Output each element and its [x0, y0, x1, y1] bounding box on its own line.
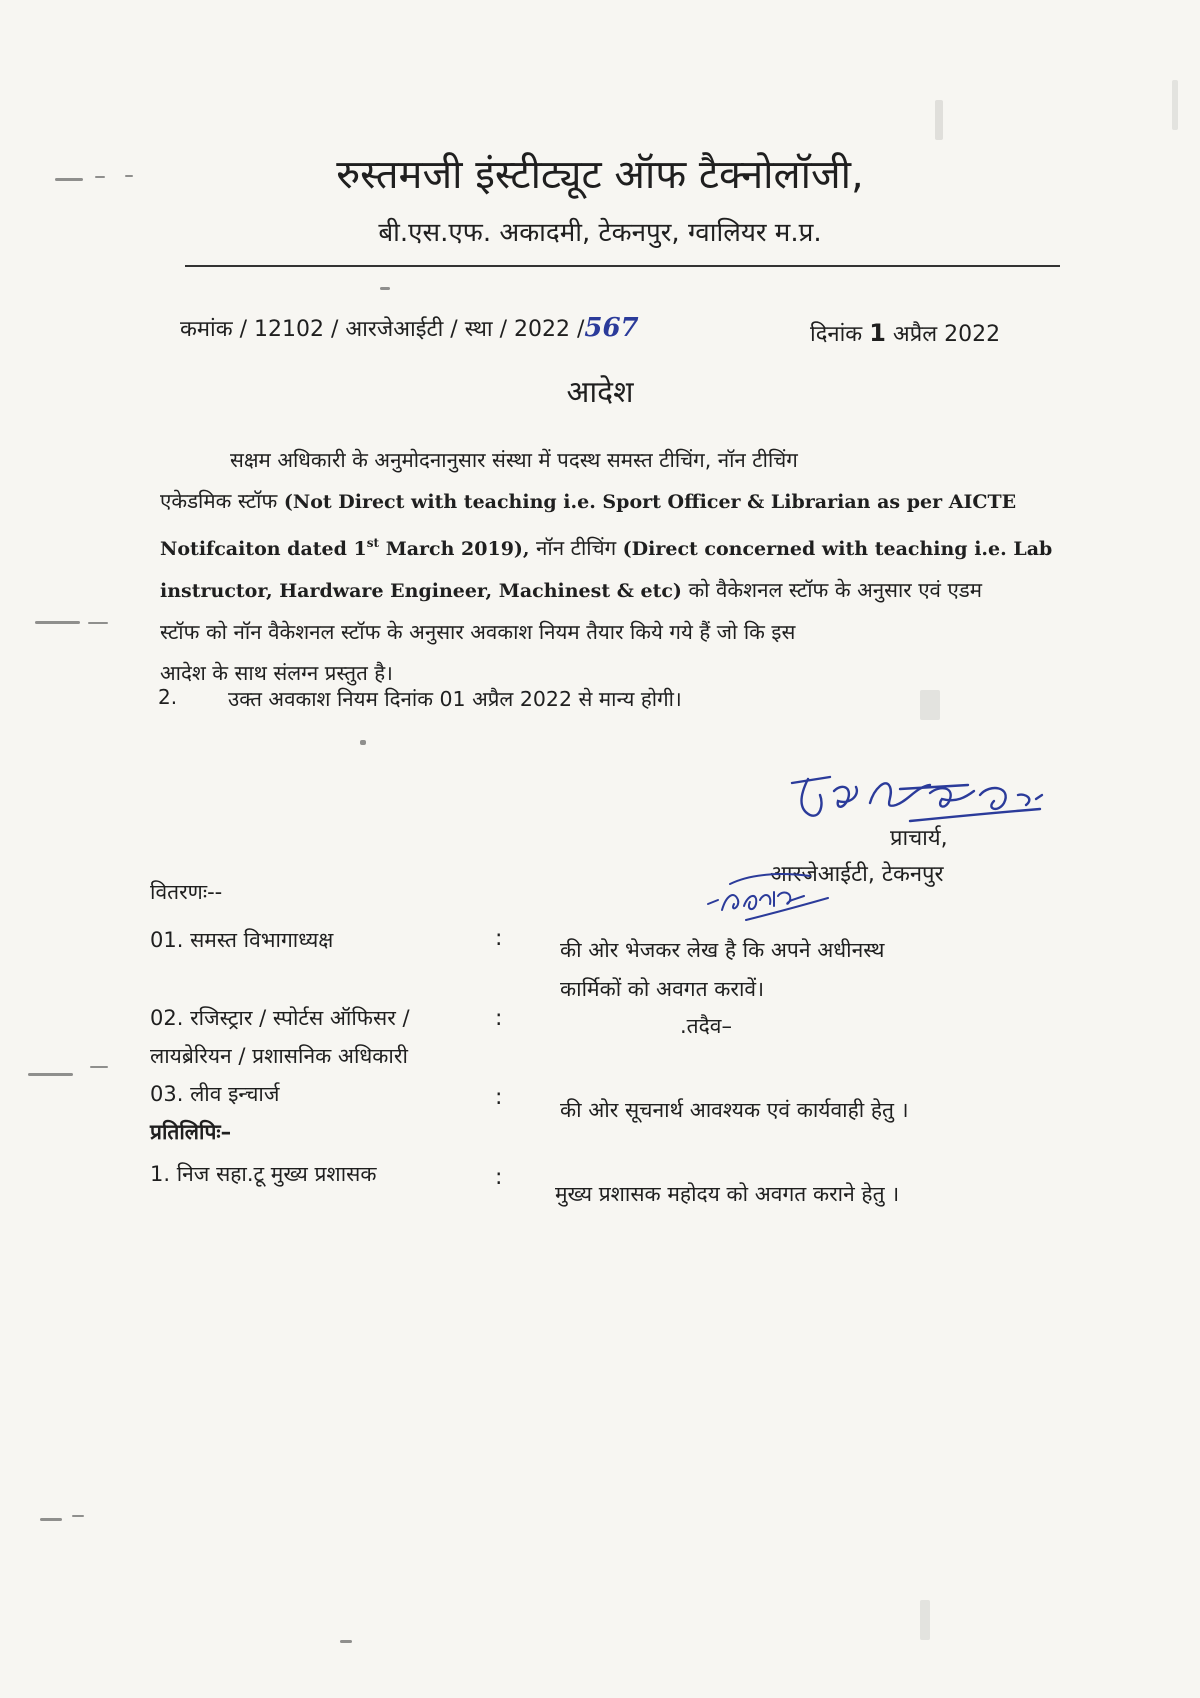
scan-speck: [35, 621, 80, 624]
date-month-year: अप्रैल 2022: [892, 322, 1001, 347]
header-divider: [185, 265, 1060, 267]
colon-separator: :: [495, 926, 503, 951]
institute-address: बी.एस.एफ. अकादमी, टेकनपुर, ग्वालियर म.प्र.: [378, 218, 822, 248]
scan-speck: [88, 622, 108, 624]
scan-speck: [1172, 80, 1178, 130]
copy-to-heading: प्रतिलिपिः–: [150, 1120, 232, 1144]
reference-number-handwritten: 567: [584, 313, 639, 343]
scan-speck: [40, 1518, 62, 1521]
distribution-heading: वितरणः--: [150, 880, 223, 904]
paragraph-line: स्टॉफ को नॉन वैकेशनल स्टॉफ के अनुसार अवकाश नियम तैयार किये गये हैं जो कि इस: [160, 619, 796, 644]
scan-speck: [72, 1515, 84, 1517]
distribution-recipient-2-line1: 02. रजिस्ट्रार / स्पोर्टस ऑफिसर /: [150, 1006, 410, 1030]
paragraph-2-number: 2.: [158, 685, 178, 709]
copy-to-recipient-1: 1. निज सहा.टू मुख्य प्रशासक: [150, 1162, 377, 1186]
distribution-purpose-1-line1: की ओर भेजकर लेख है कि अपने अधीनस्थ: [560, 938, 885, 962]
text-english: (Direct concerned with teaching i.e. Lab: [622, 537, 1053, 560]
scan-speck: [920, 690, 940, 720]
scan-speck: [360, 740, 366, 745]
signatory-organization: आरजेआईटी, टेकनपुर: [770, 862, 944, 887]
text-hindi: नॉन टीचिंग: [529, 535, 623, 560]
scan-speck: [380, 287, 390, 290]
distribution-recipient-3: 03. लीव इन्चार्ज: [150, 1082, 280, 1106]
date-day: 1: [869, 319, 886, 347]
order-title: आदेश: [566, 375, 634, 410]
text-english: (Not Direct with teaching i.e. Sport Officer & Librarian as per AICTE: [283, 491, 1017, 513]
copy-to-purpose-1: मुख्य प्रशासक महोदय को अवगत कराने हेतु ।: [555, 1182, 900, 1206]
text-hindi: को वैकेशनल स्टॉफ के अनुसार एवं एडम: [681, 577, 983, 602]
scan-speck: [920, 1600, 930, 1640]
signatory-title: प्राचार्य,: [890, 826, 948, 851]
order-date: [810, 318, 1000, 348]
colon-separator: :: [495, 1006, 503, 1031]
paragraph-line: [160, 481, 1070, 523]
reference-number-prefix: कमांक / 12102 / आरजेआईटी / स्था / 2022 /: [180, 317, 585, 342]
paragraph-line: आदेश के साथ संलग्न प्रस्तुत है।: [160, 660, 393, 685]
date-label: दिनांक: [810, 322, 863, 347]
order-paragraph-2: उक्त अवकाश नियम दिनांक 01 अप्रैल 2022 से मान्य होगी।: [228, 687, 682, 711]
reference-number: [180, 313, 639, 343]
scan-speck: [935, 100, 943, 140]
distribution-purpose-1-line2: कार्मिकों को अवगत करावें।: [560, 977, 765, 1001]
scan-speck: [90, 1066, 108, 1068]
text-english: Notifcaiton dated 1: [160, 537, 367, 560]
scan-speck: [340, 1640, 352, 1643]
paragraph-line: सक्षम अधिकारी के अनुमोदनानुसार संस्था में पदस्थ समस्त टीचिंग, नॉन टीचिंग: [230, 448, 798, 472]
order-paragraph-1: [160, 440, 1070, 694]
text-english: March 2019),: [379, 537, 530, 560]
text-english: instructor, Hardware Engineer, Machinest & etc): [160, 579, 682, 602]
distribution-purpose-2: .तदैव–: [680, 1014, 732, 1038]
distribution-recipient-1: 01. समस्त विभागाध्यक्ष: [150, 928, 334, 952]
paragraph-line: [160, 523, 1070, 570]
colon-separator: :: [495, 1085, 503, 1110]
distribution-recipient-2-line2: लायब्रेरियन / प्रशासनिक अधिकारी: [150, 1044, 408, 1068]
text-hindi: एकेडमिक स्टॉफ: [160, 489, 278, 513]
paragraph-line: [160, 570, 1070, 612]
institute-name: रुस्तमजी इंस्टीट्यूट ऑफ टैक्नोलॉजी,: [336, 152, 864, 198]
distribution-purpose-3: की ओर सूचनार्थ आवश्यक एवं कार्यवाही हेतु ।: [560, 1098, 909, 1122]
scan-speck: [28, 1073, 73, 1076]
colon-separator: :: [495, 1165, 503, 1190]
handwritten-initials: [700, 870, 840, 930]
superscript: st: [366, 536, 380, 550]
